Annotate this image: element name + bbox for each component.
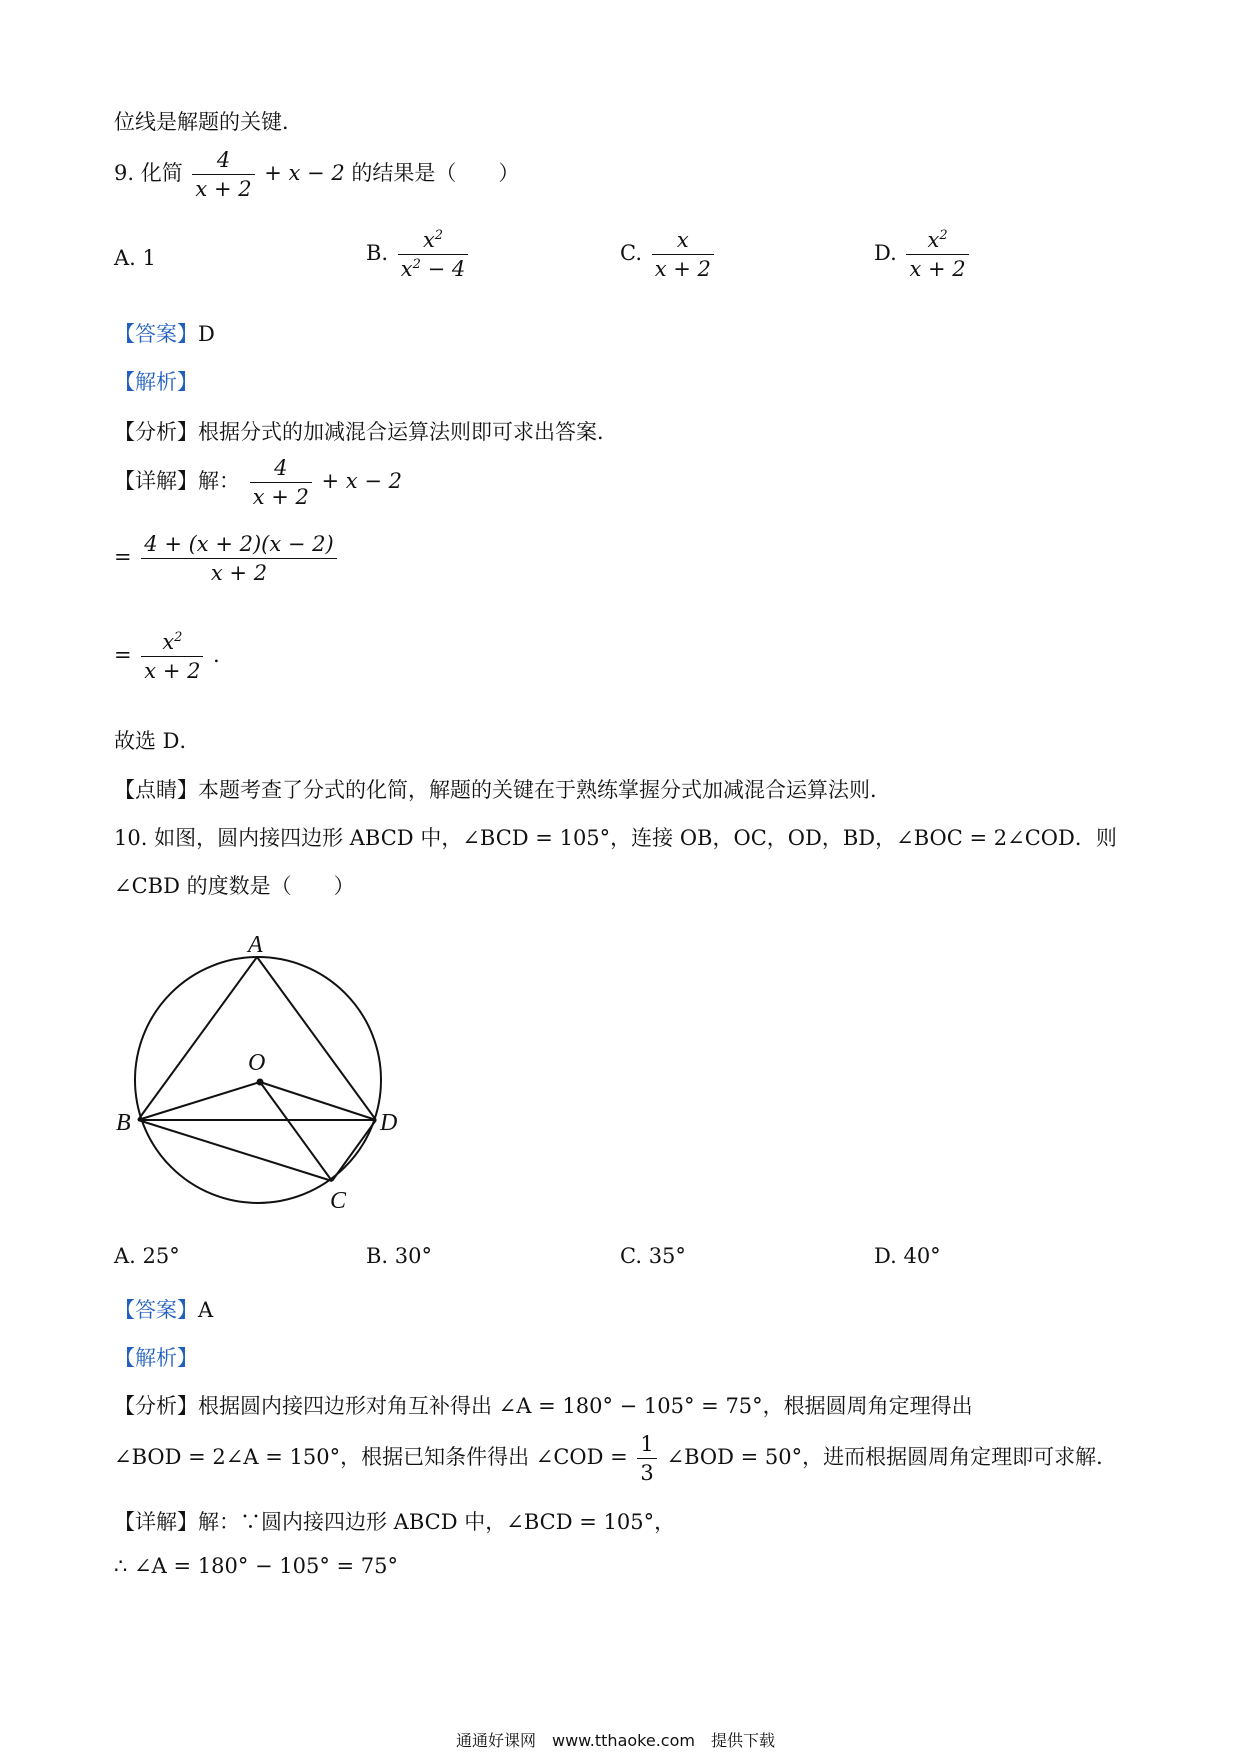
fraction-denominator: 3 [640,1461,654,1486]
xiangjie-tag: 【详解】 [114,469,198,494]
center-point [257,1079,264,1086]
equals-sign: = [114,643,132,668]
segment-ad [257,957,376,1120]
option-value: 25° [142,1244,180,1268]
conclusion: 故选 D． [114,729,201,753]
label-b: B [116,1110,131,1136]
option-d [874,1244,941,1268]
segment-oc [260,1082,332,1181]
fenxi-tag: 【分析】 [114,1394,198,1418]
fraction-numerator: 4 [192,148,254,175]
segment-ob [138,1082,260,1120]
geometry-figure [100,920,420,1220]
dianjing-tag: 【点睛】 [114,778,198,802]
xiangjie-text: 解：∵圆内接四边形 ABCD 中，∠BCD = 105°， [198,1510,676,1534]
fenxi-line-2 [114,1432,1117,1485]
fraction-denominator: x [400,257,413,282]
fraction-numerator: x [162,630,175,654]
exponent: 2 [174,630,183,645]
fraction-numerator: x [927,228,940,252]
option-a [114,246,156,270]
option-fraction [398,228,468,281]
fraction-denominator: x + 2 [195,177,252,202]
option-c [620,1244,686,1268]
fraction-numerator: x [422,228,435,252]
last-line: ∴ ∠A = 180° − 105° = 75° [114,1554,399,1578]
dianjing-line [114,774,891,804]
option-value: 30° [394,1244,433,1268]
fenxi-line [114,416,618,446]
question-10-line-2: ∠CBD 的度数是（ ） [114,874,355,898]
previous-text-end: 位线是解题的关键． [114,110,303,134]
question-prefix: 化简 [140,161,183,186]
option-label: B. [366,241,389,266]
exponent: 2 [434,228,444,243]
option-label: D. [874,1244,897,1268]
xiangjie-line [114,456,402,509]
option-b [366,1244,432,1268]
question-9 [114,148,519,201]
fraction [141,532,336,585]
fraction-denominator: x + 2 [909,257,966,282]
label-d: D [380,1110,398,1136]
denominator-tail: − 4 [420,257,466,282]
exponent: 2 [939,228,948,243]
option-fraction [906,228,968,281]
step-2 [114,532,340,585]
expression-tail: + x − 2 [264,161,345,186]
option-label: D. [874,241,897,266]
answer-value: A [198,1298,214,1322]
fraction-denominator: x + 2 [210,561,268,586]
option-label: A. [114,246,136,270]
answer-tag: 【答案】 [114,322,198,346]
fenxi-text: ∠BOD = 2∠A = 150°，根据已知条件得出 ∠COD = [114,1445,628,1470]
question-10-line-1: 10. 如图，圆内接四边形 ABCD 中，∠BCD = 105°，连接 OB，OC，OD，BD，∠BOC = 2∠COD．则 [114,826,1117,850]
label-a: A [248,932,263,958]
fenxi-text: 根据圆内接四边形对角互补得出 ∠A = 180° − 105° = 75°，根据圆周角定理得出 [198,1394,973,1418]
option-label: B. [366,1244,389,1268]
option-b [366,228,471,281]
page-footer: 通通好课网 www.tthaoke.com 提供下载 [456,1731,775,1750]
option-value: 1 [142,246,156,270]
xiangjie-line [114,1506,675,1536]
analysis-tag: 【解析】 [114,1346,198,1370]
answer-line [114,318,215,348]
fraction-denominator: x + 2 [654,257,711,282]
xiangjie-tag: 【详解】 [114,1510,198,1534]
option-label: C. [620,1244,642,1268]
option-label: A. [114,1244,136,1268]
answer-tag: 【答案】 [114,1298,198,1322]
segment-ab [138,957,257,1120]
answer-line [114,1294,213,1324]
fenxi-text: 根据分式的加减混合运算法则即可求出答案． [198,420,618,444]
option-value: 40° [903,1244,941,1268]
fraction-numerator: x [652,228,714,255]
equals-sign: = [114,545,132,570]
option-d [874,228,972,281]
fraction-numerator: 4 [250,456,312,483]
segment-cd [332,1120,376,1181]
step-3 [114,630,234,683]
segment-bc [138,1120,332,1181]
question-number: 9. [114,161,135,186]
fraction-numerator: 1 [637,1432,656,1459]
option-c [620,228,717,281]
option-a [114,1244,180,1268]
fraction-numerator: 4 + (x + 2)(x − 2) [141,532,336,559]
fraction-denominator: x + 2 [144,659,201,684]
fraction-denominator: x + 2 [252,485,309,510]
expression-tail: + x − 2 [321,469,402,494]
label-c: C [330,1188,347,1214]
exponent: 2 [412,257,421,273]
segment-od [260,1082,376,1120]
question-suffix: 的结果是（ ） [351,161,520,186]
fraction [250,456,312,509]
fenxi-line-1 [114,1390,973,1420]
option-fraction [652,228,714,281]
fenxi-text: ∠BOD = 50°，进而根据圆周角定理即可求解． [666,1445,1118,1470]
label-o: O [248,1050,266,1076]
xiangjie-pre: 解： [198,469,240,494]
answer-value: D [198,322,215,346]
fraction [141,630,203,683]
dianjing-text: 本题考查了分式的化简，解题的关键在于熟练掌握分式加减混合运算法则． [198,778,891,802]
fraction [192,148,254,201]
option-value: 35° [648,1244,686,1268]
fraction-one-third [637,1432,656,1485]
period: ． [213,643,235,668]
option-label: C. [620,241,642,266]
analysis-tag: 【解析】 [114,370,198,394]
fenxi-tag: 【分析】 [114,420,198,444]
